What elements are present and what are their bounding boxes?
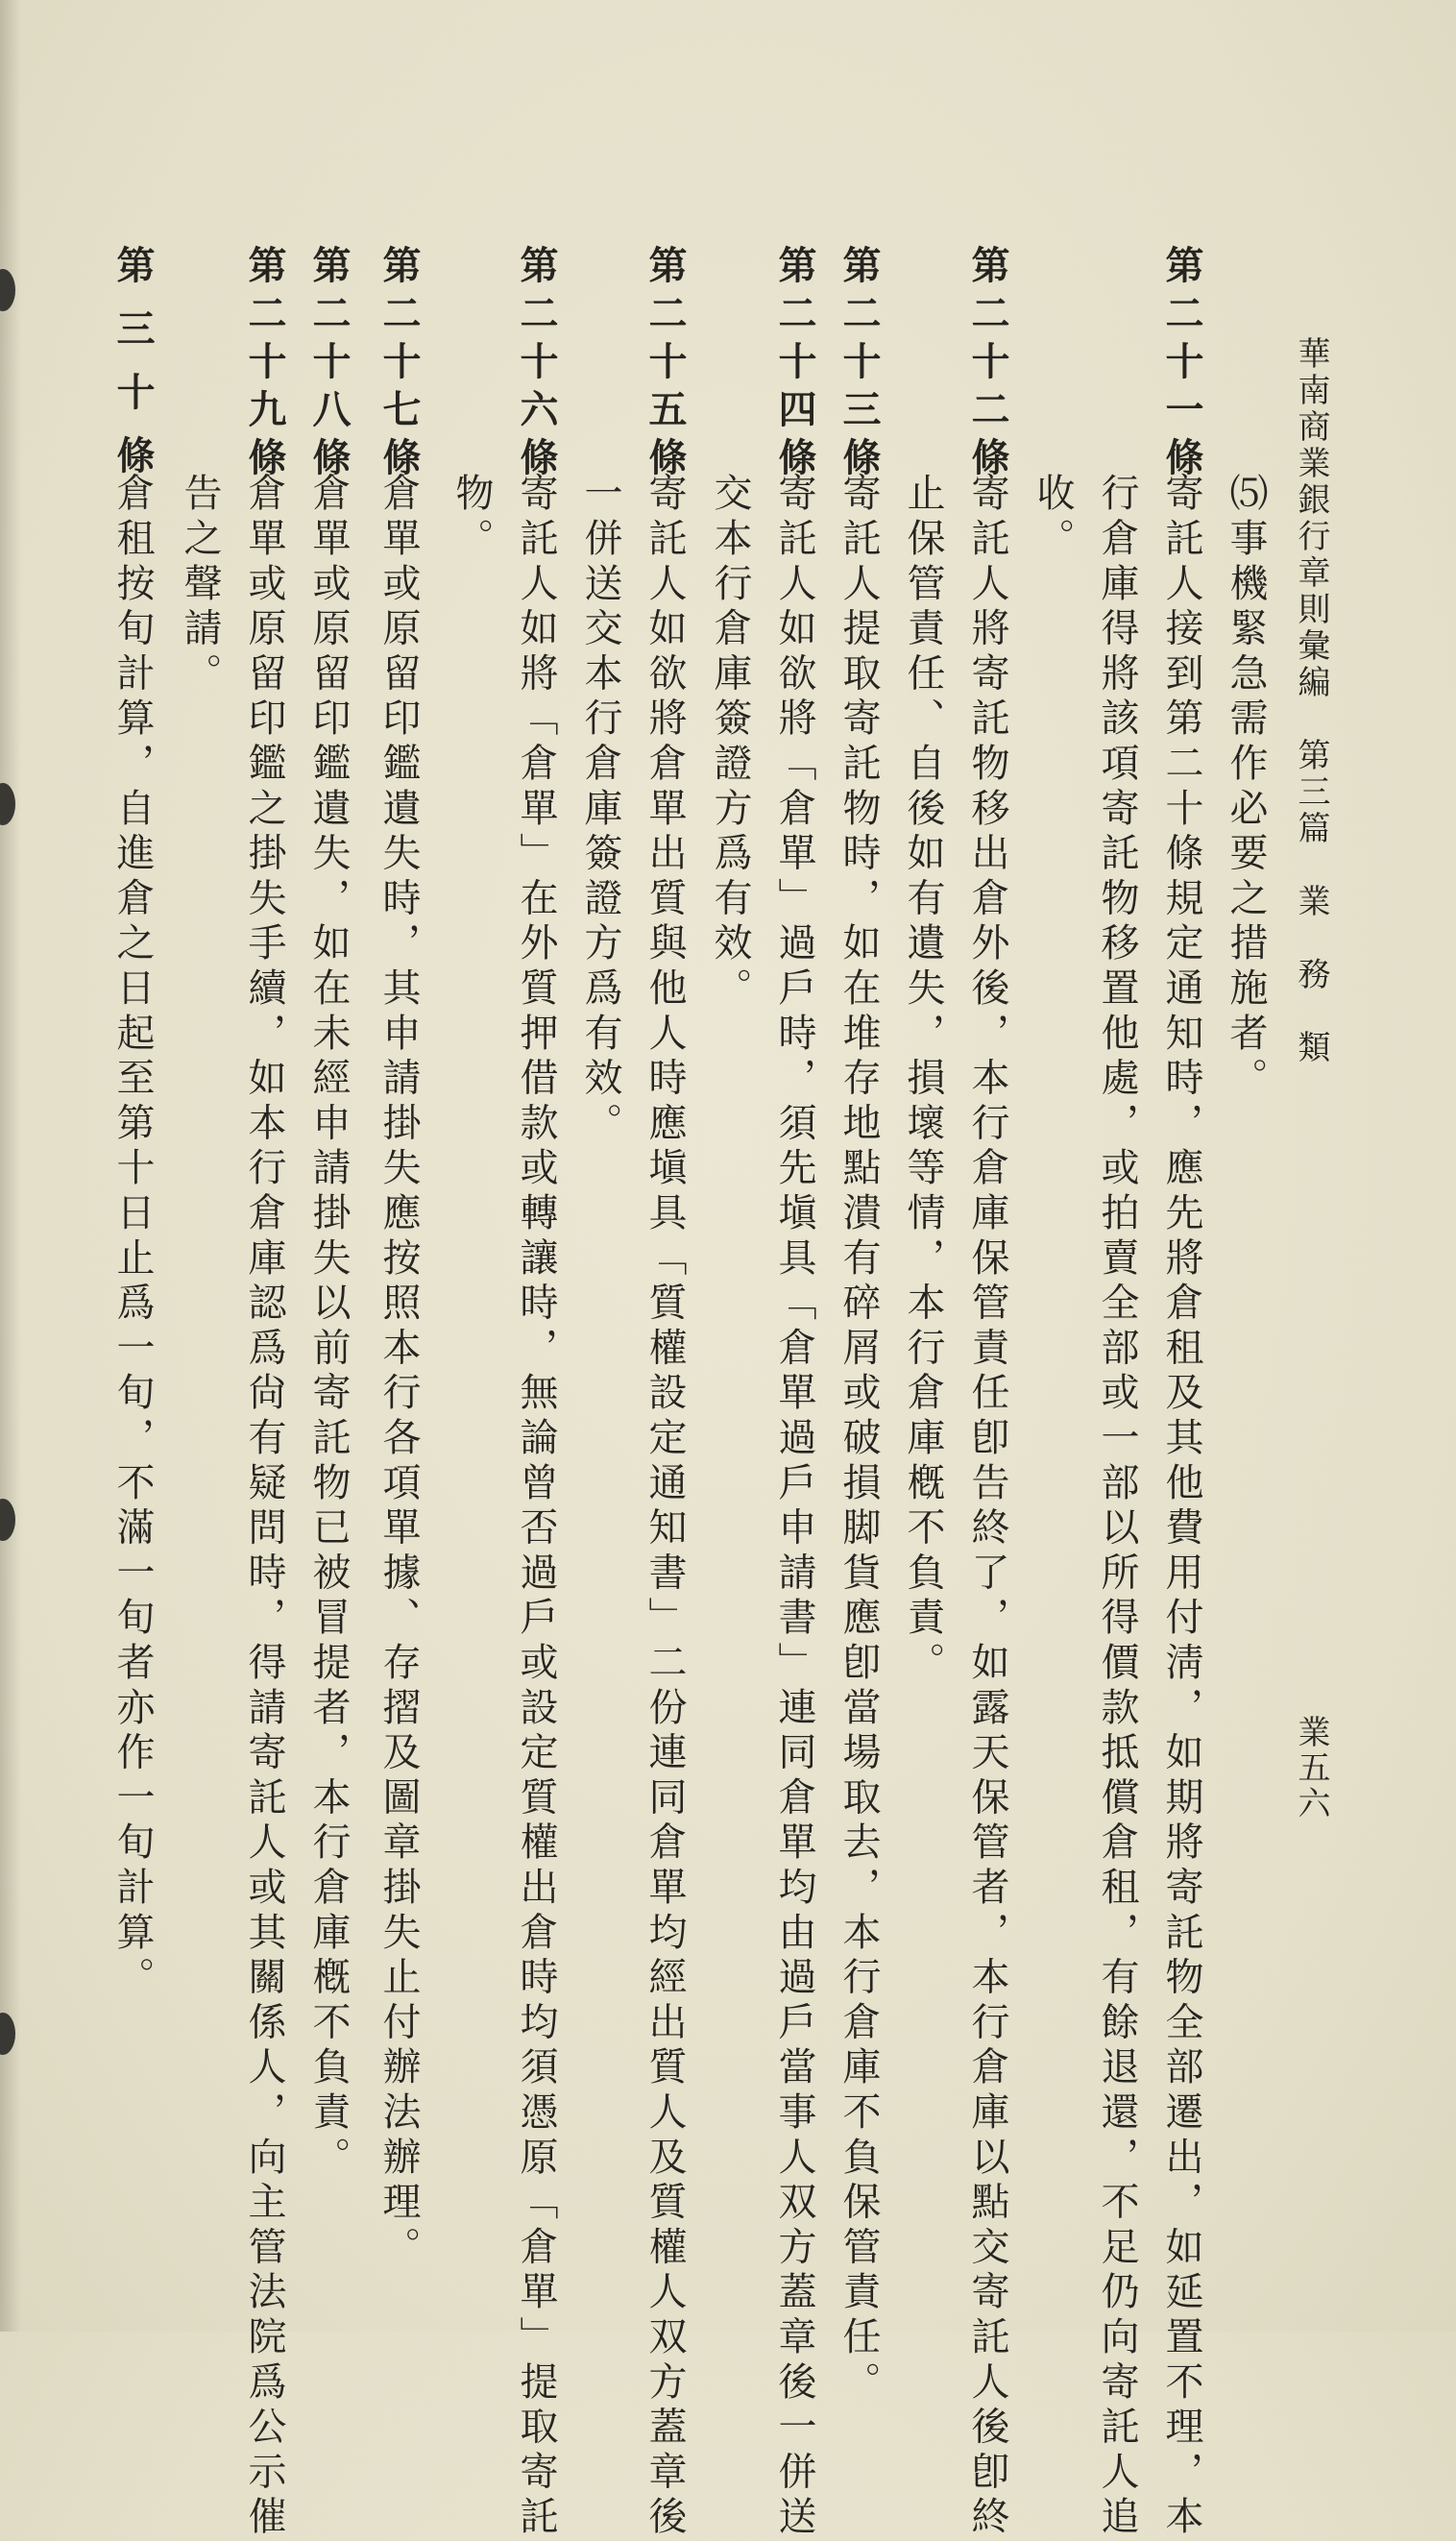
art29-line2: 告之聲請。 [178,473,222,697]
art24-label: 第二十四條 [772,245,817,485]
book-title: 華南商業銀行章則彙編 第三篇 業 務 類 [1292,336,1330,1066]
art22-line1: 寄託人將寄託物移出倉外後，本行倉庫保管責任卽告終了，如露天保管者，本行倉庫以點交寄託人後卽終 [965,473,1009,2541]
art29-line1: 倉單或原留印鑑之掛失手續，如本行倉庫認爲尙有疑問時，得請寄託人或其關係人，向主管法院爲公示催 [242,473,286,2541]
art28-label: 第二十八條 [306,245,352,485]
art22-label: 第二十二條 [965,245,1010,485]
art21-label: 第二十一條 [1159,245,1204,485]
art25-line1: 寄託人如欲將倉單出質與他人時應塡具「質權設定通知書」二份連同倉單均經出質人及質權人双方蓋章後 [643,473,687,2541]
art23-label: 第二十三條 [837,245,882,485]
art24-line2: 交本行倉庫簽證方爲有效。 [708,473,752,1013]
art26-label: 第二十六條 [514,245,559,485]
art30-line1: 倉租按旬計算，自進倉之日起至第十日止爲一旬，不滿一旬者亦作一旬計算。 [110,473,155,2002]
art26-line2: 物。 [449,473,494,563]
art25-label: 第二十五條 [643,245,688,485]
art30-label: 第三十條 [110,245,156,499]
binding-shadow [0,0,21,2332]
art22-line2: 止保管責任、自後如有遺失，損壞等情，本行倉庫槪不負責。 [901,473,945,1687]
art25-line2: 一併送交本行倉庫簽證方爲有效。 [578,473,622,1147]
art24-line1: 寄託人如欲將「倉單」過戶時，須先塡具「倉單過戶申請書」連同倉單均由過戶當事人双方蓋章後一併送 [772,473,816,2541]
art27-label: 第二十七條 [376,245,422,485]
art21-line3: 收。 [1031,473,1075,563]
art21-item5: ⑸事機緊急需作必要之措施者。 [1224,473,1268,1103]
art28-line1: 倉單或原留印鑑遺失，如在未經申請掛失以前寄託物已被冒提者，本行倉庫槪不負責。 [306,473,351,2182]
art27-line1: 倉單或原留印鑑遺失時，其申請掛失應按照本行各項單據、存摺及圖章掛失止付辦法辦理。 [376,473,421,2271]
art26-line1: 寄託人如將「倉單」在外質押借款或轉讓時，無論曾否過戶或設定質權出倉時均須憑原「倉單」提取寄託 [514,473,558,2541]
art21-line1: 寄託人接到第二十條規定通知時，應先將倉租及其他費用付淸，如期將寄託物全部遷出，如延置不理，本 [1159,473,1203,2541]
art23-line1: 寄託人提取寄託物時，如在堆存地點潰有碎屑或破損脚貨應卽當場取去，本行倉庫不負保管責任。 [837,473,881,2407]
art29-label: 第二十九條 [242,245,287,485]
art21-line2: 行倉庫得將該項寄託物移置他處，或拍賣全部或一部以所得價款抵償倉租，有餘退還，不足仍向寄託人追 [1095,473,1139,2541]
page-number: 業五六 [1292,1715,1330,1821]
